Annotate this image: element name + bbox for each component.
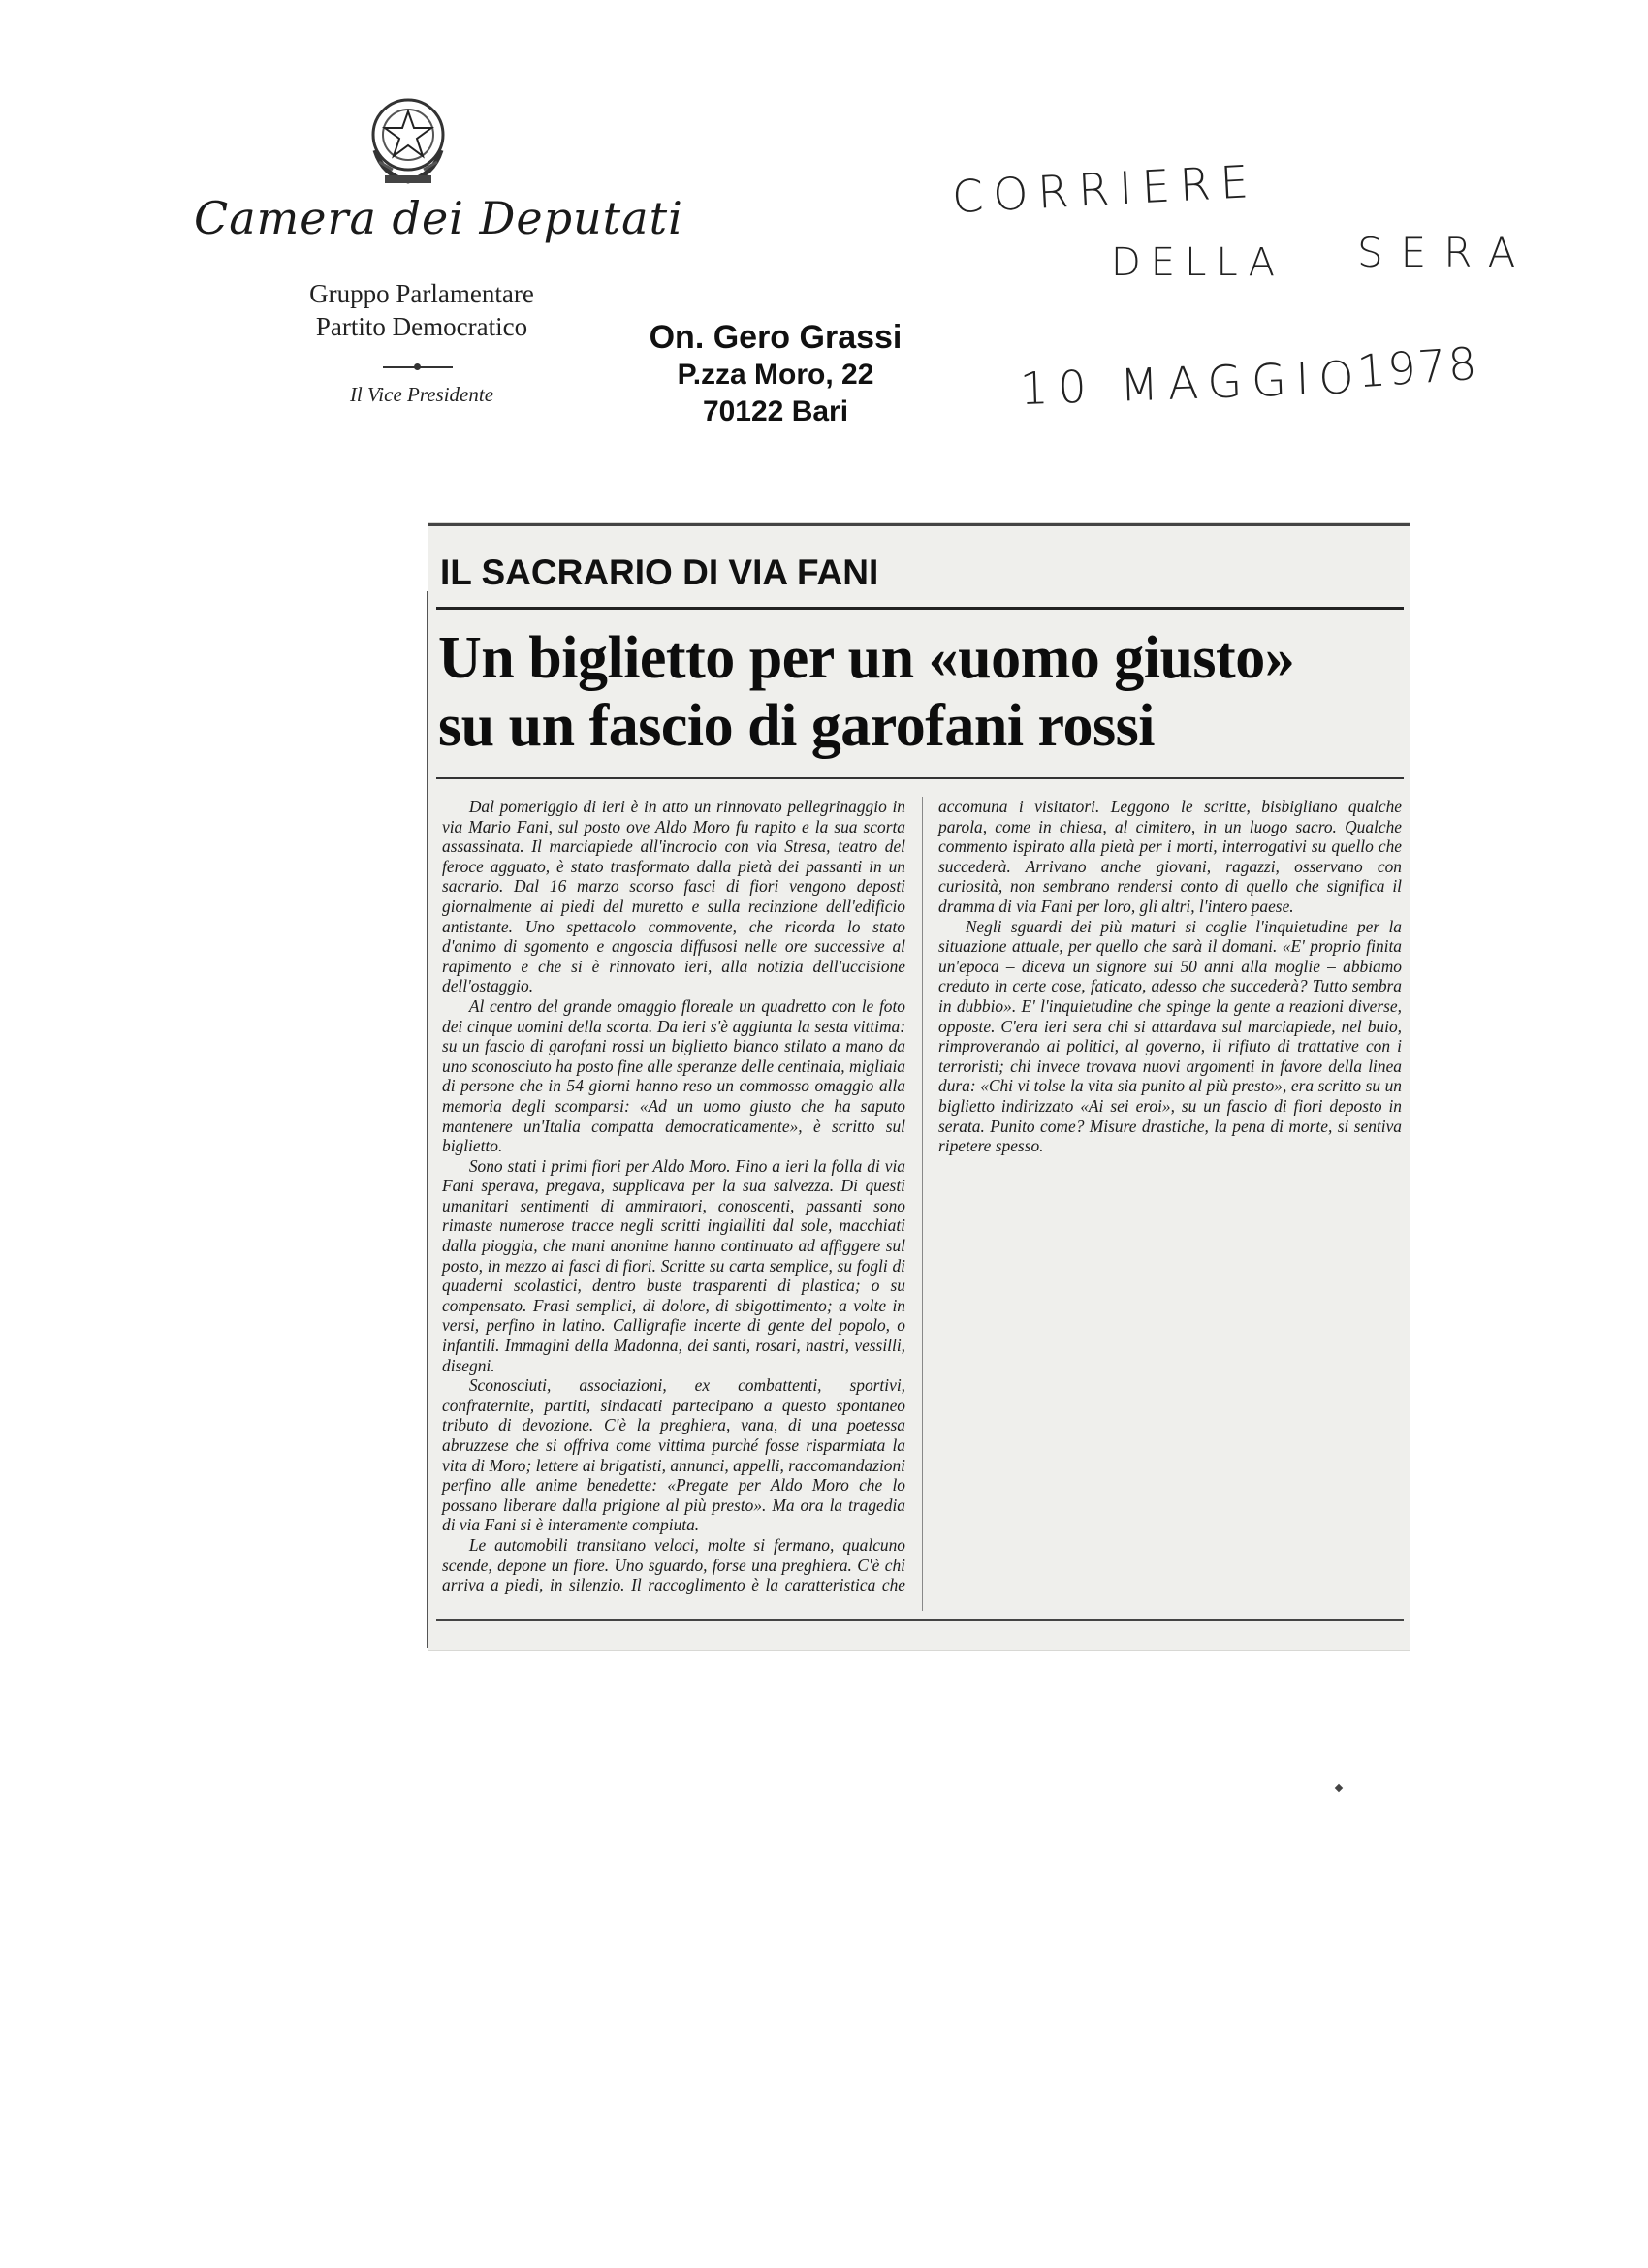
article-body bbox=[442, 797, 1402, 1611]
article-kicker: IL SACRARIO DI VIA FANI bbox=[440, 552, 879, 592]
article-paragraph: Sconosciuti, associazioni, ex combattenti, sportivi, confraternite, partiti, sindacati partecipano a questo spontaneo tributo di devozione. C'è la preghiera, vana, di una poetessa abruzzese che si offriva come vittima purché fosse risparmiata la vita di Moro; lettere ai brigatisti, annunci, appelli, raccomandazioni perfino alle anime benedette: «Pregate per Aldo Moro che lo possano liberare dalla prigione al più presto». Ma ora la tragedia di via Fani si è interamente compiuta. bbox=[442, 1375, 905, 1535]
handwritten-newspaper-name: CORRIERE bbox=[950, 154, 1260, 224]
handwritten-newspaper-name-3: SERA bbox=[1357, 229, 1534, 276]
handwritten-year: 1978 bbox=[1355, 336, 1480, 398]
address-stamp bbox=[620, 318, 931, 430]
article-headline bbox=[438, 624, 1408, 760]
headline-line-1: Un biglietto per un «uomo giusto» bbox=[438, 625, 1295, 691]
article-paragraph: Dal pomeriggio di ieri è in atto un rinnovato pellegrinaggio in via Mario Fani, sul posto ove Aldo Moro fu rapito e la sua scorta assassinata. Il marciapiede all'incrocio con via Stresa, teatro del feroce agguato, è stato trasformato dalla pietà dei passanti in un sacrario. Dal 16 marzo scorso fasci di fiori vengono deposti giornalmente ai piedi del muretto e sulla recinzione dell'edificio antistante. Uno spettacolo commovente, che ricorda lo stato d'animo di sgomento e angoscia diffusosi nelle ore successive al rapimento e che si è rinnovato ieri, alla notizia dell'uccisione dell'ostaggio. bbox=[442, 797, 905, 996]
stamp-name: On. Gero Grassi bbox=[649, 319, 903, 356]
clipping-left-edge bbox=[427, 591, 428, 1648]
letterhead-divider bbox=[383, 366, 453, 368]
article-paragraph: Sono stati i primi fiori per Aldo Moro. Fino a ieri la folla di via Fani sperava, pregava, supplicava per la sua salvezza. Di questi umanitari sentimenti di ammiratori, conoscenti, passanti sono rimaste numerose tracce negli scritti ingialliti dal sole, macchiati dalla pioggia, che mani anonime hanno continuato ad affiggere sul posto, in mezzo ai fasci di fiori. Scritte su carta semplice, su fogli di quaderni scolastici, dentro buste trasparenti di plastica; o su compensato. Frasi semplici, di dolore, di sbigottimento; a volte in versi, perfino in latino. Calligrafie incerte di gente del popolo, o infantili. Immagini della Madonna, dei santi, rosari, nastri, vessilli, disegni. bbox=[442, 1155, 905, 1375]
clipping-top-rule bbox=[428, 523, 1410, 526]
newspaper-clipping bbox=[428, 523, 1410, 1650]
clipping-bottom-rule bbox=[436, 1619, 1404, 1621]
handwritten-date: 10 MAGGIO bbox=[1019, 350, 1365, 416]
italian-republic-emblem-icon bbox=[364, 92, 453, 189]
stamp-city: 70122 Bari bbox=[702, 395, 849, 427]
scan-speck bbox=[1335, 1784, 1343, 1792]
stamp-street: P.zza Moro, 22 bbox=[677, 359, 874, 391]
article-paragraph: Le automobili transitano veloci, molte si fermano, qualcuno scende, depone un fiore. Uno sguardo, forse una preghiera. C'è chi arriva a piedi, in silenzio. Il raccoglimento è la caratteristica che accomuna i visitatori. Leggono le scritte, bisbigliano qualche parola, come in chiesa, al cimitero, in un luogo sacro. Qualche commento ispirato alla pietà per i morti, interrogativi su quello che succederà. Arrivano anche giovani, ragazzi, osservano con curiosità, non sembrano rendersi conto di quello che significa il dramma di via Fani per loro, gli altri, l'intero paese. bbox=[442, 797, 1402, 1595]
role-line: Il Vice Presidente bbox=[349, 383, 494, 406]
party-name-line: Partito Democratico bbox=[315, 312, 528, 341]
headline-rule bbox=[436, 777, 1404, 779]
chamber-title: Camera dei Deputati bbox=[194, 192, 683, 244]
group-name-line: Gruppo Parlamentare bbox=[309, 279, 534, 308]
handwritten-newspaper-name-2: DELLA bbox=[1111, 240, 1284, 285]
article-paragraph: Negli sguardi dei più maturi si coglie l'inquietudine per la situazione attuale, per quello che sarà il domani. «E' proprio finita un'epoca – diceva un signore sui 50 anni alla moglie – abbiamo creduto in certe cose, faticato, adesso che succederà? Tutto sembra in dubbio». E' l'inquietudine che spinge la gente a reazioni diverse, opposte. C'era ieri sera chi si attardava sul marciapiede, nel buio, rimproverando ai politici, al governo, il rifiuto di trattative con i terroristi; chi invece trovava nuovi argomenti in favore della linea dura: «Chi vi tolse la vita sia punito al più presto», era scritto su un biglietto indirizzato «Ai sei eroi», su un fascio di fiori deposto in serata. Punito come? Misure drastiche, la pena di morte, si sentiva ripetere spesso. bbox=[938, 916, 1402, 1156]
kicker-rule bbox=[436, 607, 1404, 610]
headline-line-2: su un fascio di garofani rossi bbox=[438, 693, 1155, 759]
article-paragraph: Al centro del grande omaggio floreale un quadretto con le foto dei cinque uomini della scorta. Da ieri s'è aggiunta la sesta vittima: su un fascio di garofani rossi un biglietto bianco stilato a mano da uno sconosciuto ha posto fine alle speranze delle centinaia, migliaia di persone che in 54 giorni hanno reso un commosso omaggio alla memoria degli scomparsi: «Ad un uomo giusto che ha saputo mantenere un'Italia compatta democraticamente», è scritto sul biglietto. bbox=[442, 995, 905, 1156]
